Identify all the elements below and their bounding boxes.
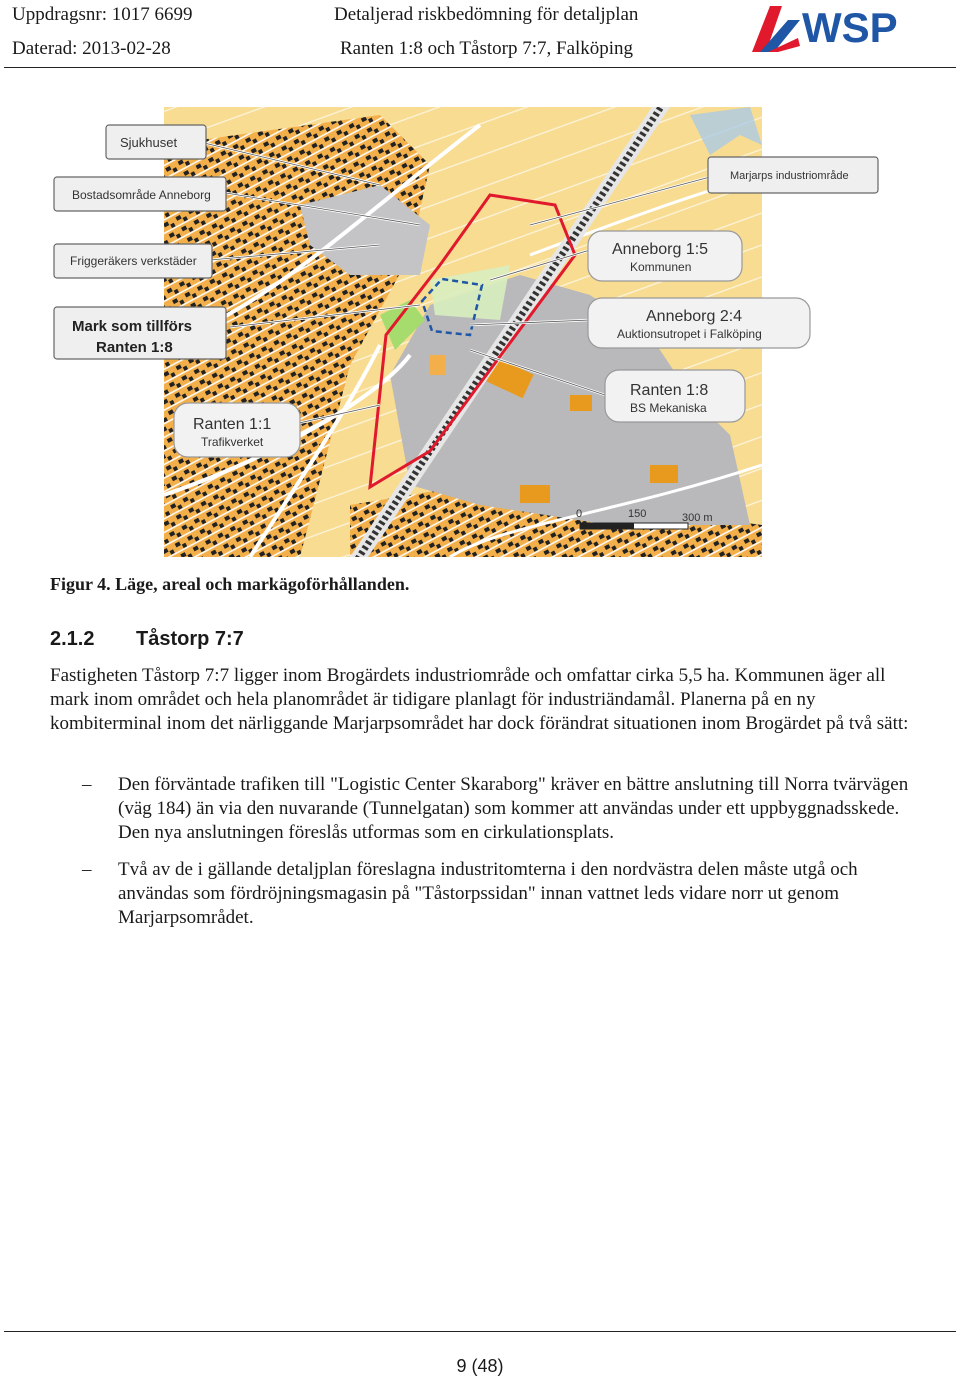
wsp-logo <box>748 2 914 54</box>
svg-text:Bostadsområde Anneborg: Bostadsområde Anneborg <box>72 188 211 202</box>
section-heading <box>50 627 244 651</box>
svg-text:Ranten 1:1: Ranten 1:1 <box>193 416 272 433</box>
svg-text:Friggeräkers verkstäder: Friggeräkers verkstäder <box>70 254 197 268</box>
svg-text:Anneborg 2:4: Anneborg 2:4 <box>646 308 743 325</box>
label-friggerakers-verkstader <box>54 244 212 278</box>
label-ranten-1-8 <box>605 370 745 422</box>
label-marjarps-text: Marjarps industriområde <box>730 170 849 182</box>
page-number: 9 (48) <box>456 1356 504 1376</box>
label-bostadsomrade-anneborg <box>54 177 226 211</box>
bullet-text: Två av de i gällande detaljplan föreslagna industritomterna i den nordvästra delen måste utgå och användas som fördröjningsmagasin på "Tåstorpssidan" innan vattnet leds vidare norr ut genom Marjarpsområdet. <box>118 859 858 928</box>
svg-text:Auktionsutropet i Falköping: Auktionsutropet i Falköping <box>617 327 762 341</box>
svg-text:Ranten 1:8: Ranten 1:8 <box>96 339 173 356</box>
logo-wordmark: WSP <box>802 4 898 51</box>
map-figure <box>50 105 849 557</box>
figure-caption: Figur 4. Läge, areal och markägoförhållanden. <box>50 574 410 594</box>
scale-tick-300: 300 m <box>682 512 713 524</box>
bullet-list <box>82 773 910 943</box>
label-anneborg-1-5 <box>588 231 742 281</box>
svg-text:Sjukhuset: Sjukhuset <box>120 135 178 150</box>
list-item <box>82 858 910 930</box>
list-item <box>82 773 910 845</box>
svg-text:Trafikverket: Trafikverket <box>201 435 264 449</box>
header-date: Daterad: 2013-02-28 <box>12 38 171 59</box>
bullet-dash: – <box>82 859 92 880</box>
svg-text:Mark som tillförs: Mark som tillförs <box>72 318 193 335</box>
label-sjukhuset <box>106 125 206 159</box>
label-mark-som-tillfors <box>54 307 226 359</box>
header-rule <box>4 67 956 68</box>
section-number: 2.1.2 <box>50 628 95 650</box>
svg-text:Ranten 1:8: Ranten 1:8 <box>630 382 709 399</box>
footer-rule <box>4 1331 956 1332</box>
bullet-dash: – <box>82 774 92 795</box>
scale-tick-150: 150 <box>628 508 647 520</box>
scale-tick-0: 0 <box>576 508 583 520</box>
header-document-subtitle: Ranten 1:8 och Tåstorp 7:7, Falköping <box>340 38 634 59</box>
svg-text:BS Mekaniska: BS Mekaniska <box>630 401 707 415</box>
svg-text:Anneborg 1:5: Anneborg 1:5 <box>612 241 709 258</box>
body-paragraph: Fastigheten Tåstorp 7:7 ligger inom Brogärdets industriområde och omfattar cirka 5,5 ha. Kommunen äger all mark inom området och hela planområdet är tidigare planlagt för industriändamål. Planerna på en ny kombiterminal inom det närliggande Marjarpsområdet har dock förändrat situationen inom Brogärdet på två sätt: <box>50 665 909 734</box>
header-document-title: Detaljerad riskbedömning för detaljplan <box>334 4 639 25</box>
svg-text:Kommunen: Kommunen <box>630 260 692 274</box>
bullet-text: Den förväntade trafiken till "Logistic Center Skaraborg" kräver en bättre anslutning till Norra tvärvägen (väg 184) än via den nuvarande (Tunnelgatan) som kommer att användas under ett uppbyggnadsskede. Den nya anslutningen föreslås utformas som en cirkulationsplats. <box>118 774 909 843</box>
label-anneborg-2-4 <box>588 298 810 348</box>
label-ranten-1-1 <box>174 403 300 457</box>
header-project-number: Uppdragsnr: 1017 6699 <box>12 4 193 25</box>
section-title: Tåstorp 7:7 <box>136 628 244 650</box>
